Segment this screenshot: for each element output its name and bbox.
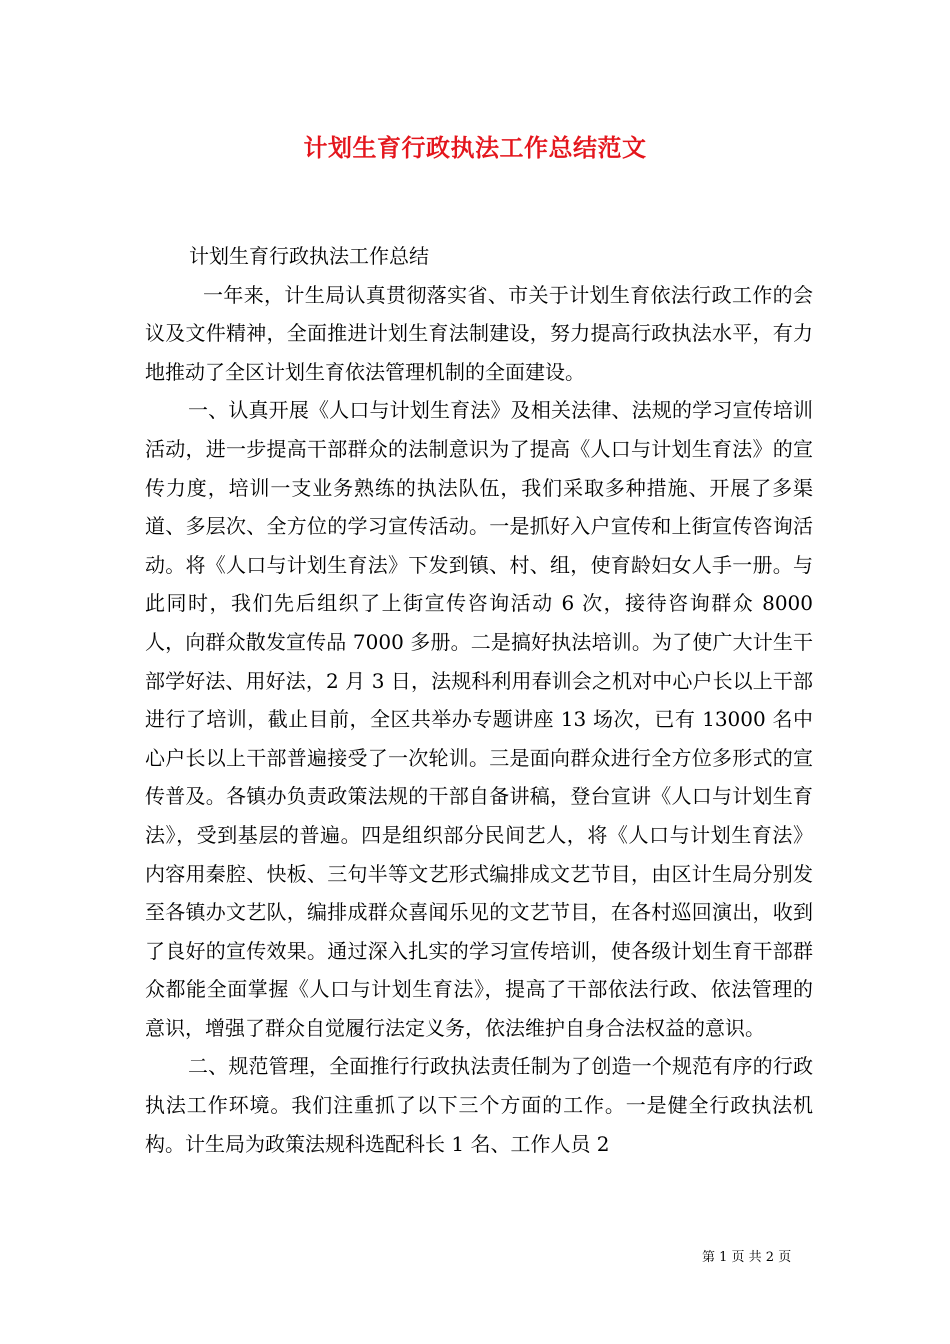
document-subtitle: 计划生育行政执法工作总结	[189, 244, 429, 268]
document-body	[145, 237, 813, 1163]
paragraph-section-two: 二、规范管理，全面推行行政执法责任制为了创造一个规范有序的行政执法工作环境。我们注重抓了以下三个方面的工作。一是健全行政执法机构。计生局为政策法规科选配科长 1 名、工作人员 2	[145, 1054, 813, 1156]
document-title: 计划生育行政执法工作总结范文	[303, 133, 647, 162]
paragraph-intro: 一年来，计生局认真贯彻落实省、市关于计划生育依法行政工作的会议及文件精神，全面推进计划生育法制建设，努力提高行政执法水平，有力地推动了全区计划生育依法管理机制的全面建设。	[145, 282, 813, 384]
page-number: 第 1 页 共 2 页	[702, 1250, 792, 1265]
paragraph-section-one: 一、认真开展《人口与计划生育法》及相关法律、法规的学习宣传培训活动，进一步提高干部群众的法制意识为了提高《人口与计划生育法》的宣传力度，培训一支业务熟练的执法队伍，我们采取多种措施、开展了多渠道、多层次、全方位的学习宣传活动。一是抓好入户宣传和上街宣传咨询活动。将《人口与计划生育法》下发到镇、村、组，使育龄妇女人手一册。与此同时，我们先后组织了上街宣传咨询活动 6 次，接待咨询群众 8000 人，向群众散发宣传品 7000 多册。二是搞好执法培训。为了使广大计生干部学好法、用好法，2 月 3 日，法规科利用春训会之机对中心户长以上干部进行了培训，截止目前，全区共举办专题讲座 13 场次，已有 13000 名中心户长以上干部普遍接受了一次轮训。三是面向群众进行全方位多形式的宣传普及。各镇办负责政策法规的干部自备讲稿，登台宣讲《人口与计划生育法》，受到基层的普遍。四是组织部分民间艺人，将《人口与计划生育法》内容用秦腔、快板、三句半等文艺形式编排成文艺节目，由区计生局分别发至各镇办文艺队，编排成群众喜闻乐见的文艺节目，在各村巡回演出，收到了良好的宣传效果。通过深入扎实的学习宣传培训，使各级计划生育干部群众都能全面掌握《人口与计划生育法》，提高了干部依法行政、依法管理的意识，增强了群众自觉履行法定义务，依法维护自身合法权益的意识。	[145, 398, 813, 1040]
